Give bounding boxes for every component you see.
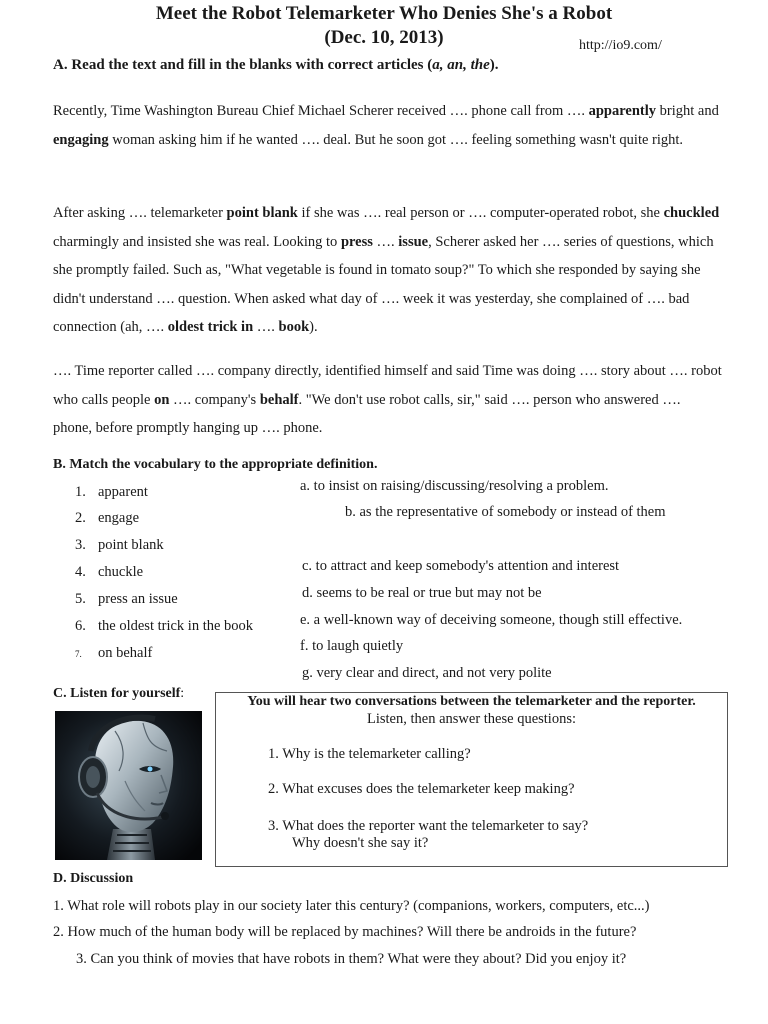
vocab-term: book	[278, 319, 310, 335]
definition-f: f. to laugh quietly	[300, 638, 404, 654]
listen-question: 2. What excuses does the telemarketer keep making?	[268, 781, 575, 797]
section-c-heading: C. Listen for yourself:	[53, 686, 185, 701]
robot-head-illustration	[55, 711, 202, 860]
discussion-question: 2. How much of the human body will be replaced by machines? Will there be androids in the future?	[53, 924, 637, 940]
vocab-term: oldest trick in	[167, 319, 254, 335]
text-run: ….	[372, 233, 399, 250]
text-run: …. company's	[169, 391, 260, 408]
paragraph-2	[53, 199, 723, 342]
worksheet-title: Meet the Robot Telemarketer Who Denies She's a Robot	[155, 3, 613, 24]
listen-box-title: You will hear two conversations between the telemarketer and the reporter.	[247, 694, 696, 709]
definition-g: g. very clear and direct, and not very polite	[302, 665, 552, 681]
vocab-item: 4. chuckle	[75, 564, 144, 580]
vocab-term: behalf	[259, 391, 299, 408]
paragraph-1	[53, 97, 723, 154]
listen-box-subtitle: Listen, then answer these questions:	[367, 711, 576, 727]
vocab-term: on	[154, 391, 170, 408]
source-url[interactable]: http://io9.com/	[579, 38, 662, 53]
vocab-term: press	[340, 233, 373, 250]
listen-question: 3. What does the reporter want the telemarketer to say?	[268, 818, 589, 834]
vocab-item: 2. engage	[75, 510, 140, 526]
vocab-term: issue	[398, 233, 429, 250]
text-run: After asking …. telemarketer	[53, 205, 227, 221]
text-run: woman asking him if he wanted …. deal. But he soon got …. feeling something wasn't quite right.	[108, 131, 684, 148]
definition-b: b. as the representative of somebody or instead of them	[345, 504, 666, 520]
listen-question-followup: Why doesn't she say it?	[292, 835, 429, 851]
definition-a: a. to insist on raising/discussing/resolving a problem.	[300, 478, 609, 494]
definition-d: d. seems to be real or true but may not be	[302, 585, 542, 601]
vocab-item: 6. the oldest trick in the book	[75, 618, 254, 634]
discussion-question: 3. Can you think of movies that have robots in them? What were they about? Did you enjoy it?	[76, 951, 627, 967]
text-run: …. Time reporter called …. company directly, identified himself and said Time was doing …. story about …. robot who calls people	[53, 363, 722, 408]
vocab-term: point blank	[226, 205, 298, 221]
robot-head-image	[55, 711, 202, 860]
section-d-heading: D. Discussion	[53, 871, 134, 886]
text-run: bright and	[656, 103, 719, 119]
vocab-item: 3. point blank	[75, 537, 164, 553]
text-run: Recently, Time Washington Bureau Chief Michael Scherer received …. phone call from ….	[53, 103, 589, 119]
listen-question: 1. Why is the telemarketer calling?	[268, 746, 471, 762]
listen-instructions-box	[215, 692, 728, 867]
vocab-item: 7. on behalf	[75, 645, 153, 661]
worksheet-date: (Dec. 10, 2013)	[324, 27, 444, 48]
text-run: . "We don't use robot calls, sir," said …. person who answered …. phone, before promptly hanging up …. phone.	[53, 391, 681, 436]
vocab-item: 5. press an issue	[75, 591, 178, 607]
vocab-term: engaging	[53, 131, 109, 148]
definition-e: e. a well-known way of deceiving someone, though still effective.	[300, 612, 683, 628]
text-run: if she was …. real person or …. computer-operated robot, she	[297, 205, 664, 221]
section-b-heading: B. Match the vocabulary to the appropriate definition.	[53, 457, 378, 472]
text-run: charmingly and insisted she was real. Looking to	[53, 233, 341, 250]
vocab-term: chuckled	[663, 205, 720, 221]
text-run: ).	[309, 319, 318, 335]
text-run: , Scherer asked her …. series of questions, which she promptly failed. Such as, "What vegetable is found in tomato soup?" To which she responded by saying she didn't understand …. question. When asked what day of …. week it was yesterday, she complained of …. bad connection (ah, ….	[53, 233, 714, 335]
text-run: ….	[253, 319, 279, 335]
definition-c: c. to attract and keep somebody's attention and interest	[302, 558, 620, 574]
vocab-term: apparently	[588, 103, 657, 119]
section-a-heading: A. Read the text and fill in the blanks with correct articles (a, an, the).	[53, 57, 499, 73]
vocab-item: 1. apparent	[75, 484, 148, 500]
paragraph-3	[53, 357, 723, 443]
discussion-question: 1. What role will robots play in our society later this century? (companions, workers, computers, etc...)	[53, 898, 650, 914]
